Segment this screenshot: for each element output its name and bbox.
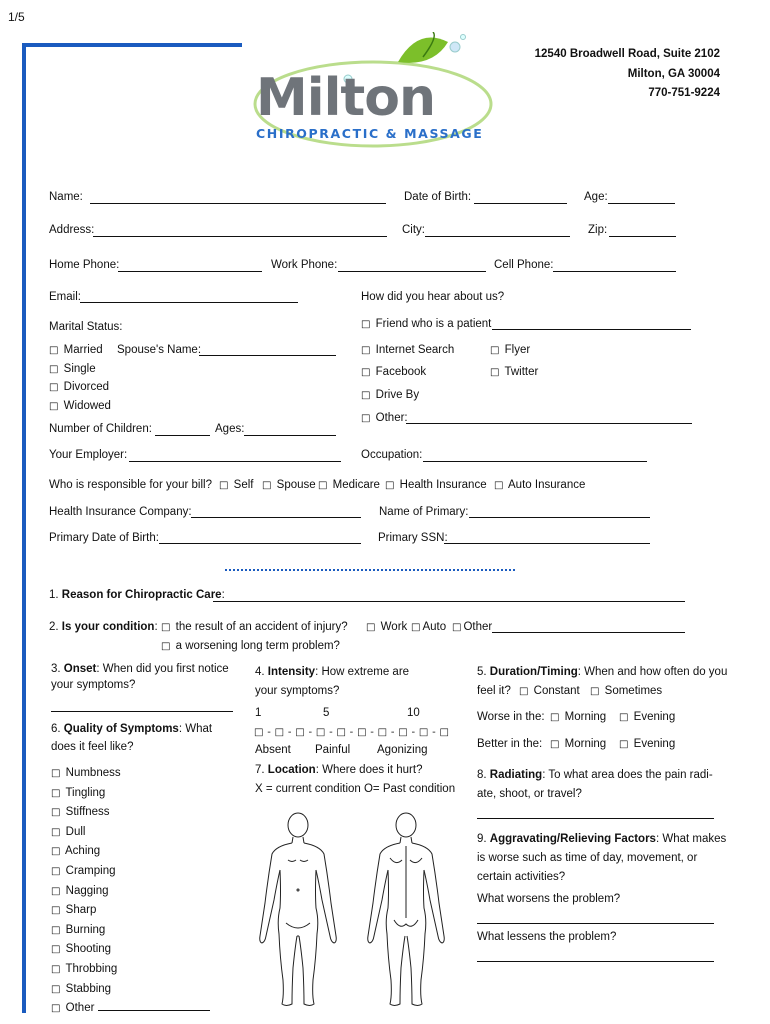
- checkbox-icon: □: [161, 622, 171, 633]
- q9: [477, 833, 726, 845]
- spouse-name-field[interactable]: [199, 355, 336, 356]
- checkbox-icon: □: [490, 367, 500, 378]
- quality-numbness[interactable]: [51, 764, 210, 784]
- q7-text: : Where does it hurt?: [315, 764, 423, 776]
- constant-label: Constant: [533, 685, 580, 697]
- single-label: Single: [63, 363, 96, 375]
- checkbox-icon: □: [361, 345, 371, 356]
- q1-number: 1.: [49, 589, 59, 601]
- auto-insurance-label: Auto Insurance: [508, 479, 586, 491]
- q5-label: Duration/Timing: [489, 666, 578, 678]
- referral-twitter-option[interactable]: [490, 366, 538, 378]
- better-morning-label: Morning: [564, 738, 607, 750]
- q8: [477, 769, 713, 781]
- checkbox-icon: □: [51, 905, 61, 917]
- quality-shooting[interactable]: [51, 940, 210, 960]
- spouse-label: Spouse: [276, 479, 316, 491]
- address-phone: 770-751-9224: [648, 87, 720, 99]
- frame-top-border: [22, 43, 242, 47]
- q7-number: 7.: [255, 764, 265, 776]
- q4-line2: your symptoms?: [255, 685, 340, 697]
- sometimes-label: Sometimes: [604, 685, 663, 697]
- quality-tingling[interactable]: [51, 784, 210, 804]
- referral-friend-label: Friend who is a patient: [375, 318, 492, 330]
- responsible-spouse-option[interactable]: [262, 479, 316, 491]
- aching-label: Aching: [65, 845, 101, 858]
- checkbox-icon: □: [51, 768, 61, 779]
- q3-number: 3.: [51, 663, 61, 675]
- q2-other-field[interactable]: [492, 632, 685, 633]
- q6-text: : What: [178, 723, 213, 735]
- primary-dob-field[interactable]: [159, 543, 361, 544]
- checkbox-icon: □: [550, 739, 560, 750]
- responsible-self-option[interactable]: [219, 479, 253, 491]
- checkbox-icon: □: [411, 622, 421, 633]
- checkbox-icon: □: [49, 364, 59, 375]
- work-label: Work: [380, 621, 408, 633]
- q1: 1. Reason for Chiropractic Care:: [49, 589, 225, 601]
- checkbox-icon: □: [51, 963, 61, 975]
- checkbox-icon: □: [49, 345, 59, 356]
- referral-friend-option[interactable]: [361, 318, 491, 330]
- checkbox-icon: □: [361, 367, 371, 378]
- address-line2: Milton, GA 30004: [627, 68, 720, 80]
- quality-other-field[interactable]: [98, 999, 210, 1011]
- responsible-auto-insurance-option[interactable]: [494, 479, 585, 491]
- q7-label: Location: [267, 764, 316, 776]
- scale-label-painful: Painful: [315, 744, 351, 756]
- checkbox-icon: □: [161, 641, 171, 652]
- body-diagram-back[interactable]: [360, 808, 452, 1014]
- scale-label-agonizing: Agonizing: [377, 744, 428, 756]
- q2-work-option[interactable]: [366, 621, 407, 633]
- q6-number: 6.: [51, 723, 61, 735]
- city-label: City:: [402, 224, 425, 236]
- q4-label: Intensity: [267, 666, 316, 678]
- name-field[interactable]: [90, 203, 386, 204]
- sharp-label: Sharp: [65, 904, 97, 917]
- insurance-company-label: Health Insurance Company:: [49, 506, 192, 518]
- age-label: Age:: [584, 191, 608, 203]
- insurance-company-field[interactable]: [191, 517, 361, 518]
- q9-line2: is worse such as time of day, movement, or: [477, 852, 698, 864]
- primary-ssn-field[interactable]: [444, 543, 650, 544]
- checkbox-icon: □: [262, 480, 272, 491]
- checkbox-icon: □: [49, 401, 59, 412]
- referral-other-label: Other:: [375, 412, 408, 424]
- quality-cramping[interactable]: [51, 862, 210, 882]
- q3: [51, 661, 241, 693]
- address-label: Address:: [49, 224, 95, 236]
- scale-number-5: 5: [323, 707, 330, 719]
- radiating-field[interactable]: [477, 818, 714, 819]
- q5-number: 5.: [477, 666, 487, 678]
- checkbox-icon: □: [619, 739, 629, 750]
- referral-friend-field[interactable]: [492, 329, 691, 330]
- q2-number: 2.: [49, 621, 59, 633]
- better-evening-label: Evening: [633, 738, 676, 750]
- checkbox-icon: □: [619, 712, 629, 723]
- responsible-question: Who is responsible for your bill?: [49, 479, 212, 491]
- scale-number-1: 1: [255, 707, 262, 719]
- home-phone-label: Home Phone:: [49, 259, 120, 271]
- q7: [255, 764, 422, 776]
- name-label: Name:: [49, 191, 83, 203]
- primary-dob-label: Primary Date of Birth:: [49, 532, 159, 544]
- checkbox-icon: □: [318, 480, 328, 491]
- responsible-medicare-option[interactable]: [318, 479, 380, 491]
- q5: [477, 666, 727, 678]
- children-label: Number of Children:: [49, 423, 152, 435]
- checkbox-icon: □: [51, 983, 61, 995]
- q2-accident-option[interactable]: [161, 621, 348, 633]
- page-number: 1/5: [8, 10, 25, 24]
- q8-text: : To what area does the pain radi-: [542, 769, 713, 781]
- cramping-label: Cramping: [65, 864, 116, 877]
- worsens-label: What worsens the problem?: [477, 893, 621, 905]
- internet-label: Internet Search: [375, 344, 455, 356]
- driveby-label: Drive By: [375, 389, 420, 401]
- checkbox-icon: □: [219, 480, 229, 491]
- checkbox-icon: □: [51, 807, 61, 819]
- q7-legend: X = current condition O= Past condition: [255, 783, 456, 795]
- age-field[interactable]: [608, 203, 675, 204]
- q2: 2. Is your condition:: [49, 621, 158, 633]
- flyer-label: Flyer: [504, 344, 531, 356]
- q9-line3: certain activities?: [477, 871, 566, 883]
- widowed-label: Widowed: [63, 400, 111, 412]
- dull-label: Dull: [65, 825, 86, 838]
- frame-left-border: [22, 43, 26, 1013]
- primary-name-field[interactable]: [469, 517, 650, 518]
- checkbox-icon: □: [51, 924, 61, 936]
- reason-field[interactable]: [213, 601, 685, 602]
- q6-line2: does it feel like?: [51, 741, 134, 753]
- quality-dull[interactable]: [51, 823, 210, 843]
- quality-stabbing[interactable]: [51, 980, 210, 1000]
- checkbox-icon: □: [494, 480, 504, 491]
- logo-tagline: CHIROPRACTIC & MASSAGE: [256, 126, 484, 141]
- quality-other[interactable]: [51, 999, 210, 1019]
- employer-label: Your Employer:: [49, 449, 128, 461]
- occupation-label: Occupation:: [361, 449, 423, 461]
- q8-label: Radiating: [489, 769, 543, 781]
- worsening-label: a worsening long term problem?: [175, 640, 340, 652]
- q9-label: Aggravating/Relieving Factors: [489, 833, 656, 845]
- q3-label: Onset: [63, 663, 97, 675]
- constant-option[interactable]: [519, 685, 580, 697]
- spouse-name-label: Spouse's Name:: [117, 344, 202, 356]
- q6-label: Quality of Symptoms: [63, 723, 179, 735]
- intensity-scale[interactable]: □ - □ - □ - □ - □ - □ - □ - □ - □ - □: [254, 727, 450, 738]
- better-in-label: Better in the:: [477, 738, 543, 750]
- shooting-label: Shooting: [65, 943, 112, 956]
- q5-line2: [477, 685, 511, 697]
- primary-name-label: Name of Primary:: [379, 506, 469, 518]
- quality-list: [51, 764, 210, 1019]
- checkbox-icon: □: [366, 622, 376, 633]
- referral-driveby-option[interactable]: [361, 389, 419, 401]
- better-evening-option[interactable]: [619, 738, 675, 750]
- checkbox-icon: □: [51, 846, 61, 858]
- quality-stiffness[interactable]: [51, 803, 210, 823]
- q2-worsening-option[interactable]: [161, 640, 340, 652]
- q2-other-label: Other: [463, 621, 493, 633]
- q9-number: 9.: [477, 833, 487, 845]
- referral-other-option[interactable]: [361, 412, 408, 424]
- checkbox-icon: □: [361, 413, 371, 424]
- checkbox-icon: □: [490, 345, 500, 356]
- q8-line2: ate, shoot, or travel?: [477, 788, 582, 800]
- medicare-label: Medicare: [332, 479, 380, 491]
- worse-evening-option[interactable]: [619, 711, 675, 723]
- better-morning-option[interactable]: [550, 738, 606, 750]
- sometimes-option[interactable]: [590, 685, 662, 697]
- q4-number: 4.: [255, 666, 265, 678]
- scale-number-10: 10: [407, 707, 420, 719]
- checkbox-icon: □: [361, 319, 371, 330]
- checkbox-icon: □: [590, 686, 600, 697]
- referral-other-field[interactable]: [406, 423, 692, 424]
- responsible-health-insurance-option[interactable]: [385, 479, 487, 491]
- q5-text: : When and how often do you: [577, 666, 728, 678]
- marital-status-label: Marital Status:: [49, 321, 123, 333]
- worsens-field[interactable]: [477, 923, 714, 924]
- self-label: Self: [233, 479, 254, 491]
- work-phone-field[interactable]: [338, 271, 486, 272]
- accident-label: the result of an accident of injury?: [175, 621, 348, 633]
- children-field[interactable]: [155, 435, 210, 436]
- zip-label: Zip:: [588, 224, 608, 236]
- married-label: Married: [63, 344, 103, 356]
- burning-label: Burning: [65, 923, 106, 936]
- checkbox-icon: □: [385, 480, 395, 491]
- referral-internet-option[interactable]: [361, 344, 454, 356]
- dob-field[interactable]: [474, 203, 567, 204]
- referral-facebook-option[interactable]: [361, 366, 426, 378]
- cell-phone-label: Cell Phone:: [494, 259, 554, 271]
- checkbox-icon: □: [51, 787, 61, 799]
- employer-field[interactable]: [129, 461, 341, 462]
- checkbox-icon: □: [51, 885, 61, 897]
- occupation-field[interactable]: [423, 461, 647, 462]
- facebook-label: Facebook: [375, 366, 427, 378]
- checkbox-icon: □: [51, 1003, 61, 1015]
- scale-label-absent: Absent: [255, 744, 291, 756]
- ages-field[interactable]: [244, 435, 336, 436]
- checkbox-icon: □: [550, 712, 560, 723]
- marital-married-option[interactable]: [49, 344, 103, 356]
- auto-label: Auto: [422, 621, 447, 633]
- ages-label: Ages:: [215, 423, 245, 435]
- address-line1: 12540 Broadwell Road, Suite 2102: [534, 48, 720, 60]
- quality-sharp[interactable]: [51, 901, 210, 921]
- work-phone-label: Work Phone:: [271, 259, 338, 271]
- twitter-label: Twitter: [504, 366, 539, 378]
- stabbing-label: Stabbing: [65, 982, 112, 995]
- quality-nagging[interactable]: [51, 882, 210, 902]
- checkbox-icon: □: [519, 686, 529, 697]
- address-field[interactable]: [93, 236, 387, 237]
- q2-other-option[interactable]: [452, 621, 492, 633]
- q1-label: Reason for Chiropractic Care: [61, 589, 222, 601]
- divorced-label: Divorced: [63, 381, 110, 393]
- q6: [51, 723, 212, 735]
- worse-evening-label: Evening: [633, 711, 676, 723]
- q2-label: Is your condition: [61, 621, 155, 633]
- q8-number: 8.: [477, 769, 487, 781]
- body-diagram-front[interactable]: [252, 808, 344, 1014]
- q9-text: : What makes: [655, 833, 727, 845]
- section-divider: [225, 569, 515, 571]
- worse-morning-option[interactable]: [550, 711, 606, 723]
- cell-phone-field[interactable]: [553, 271, 676, 272]
- onset-field[interactable]: [51, 711, 233, 712]
- numbness-label: Numbness: [65, 767, 121, 779]
- city-field[interactable]: [425, 236, 570, 237]
- q3-text: : When did you first notice your symptoms?: [51, 663, 229, 691]
- worse-morning-label: Morning: [564, 711, 607, 723]
- clinic-logo: [248, 32, 498, 157]
- throbbing-label: Throbbing: [65, 962, 118, 975]
- email-label: Email:: [49, 291, 81, 303]
- logo-name: Milton: [256, 68, 435, 128]
- quality-aching[interactable]: [51, 842, 210, 862]
- quality-burning[interactable]: [51, 921, 210, 941]
- marital-widowed-option[interactable]: [49, 400, 111, 412]
- q2-auto-option[interactable]: [411, 621, 446, 633]
- stiffness-label: Stiffness: [65, 806, 110, 819]
- lessens-label: What lessens the problem?: [477, 931, 617, 943]
- quality-other-label: Other: [65, 1002, 95, 1015]
- checkbox-icon: □: [51, 944, 61, 956]
- quality-throbbing[interactable]: [51, 960, 210, 980]
- nagging-label: Nagging: [65, 884, 109, 897]
- checkbox-icon: □: [51, 865, 61, 877]
- zip-field[interactable]: [609, 236, 676, 237]
- checkbox-icon: □: [361, 390, 371, 401]
- primary-ssn-label: Primary SSN:: [378, 532, 448, 544]
- referral-flyer-option[interactable]: [490, 344, 530, 356]
- marital-single-option[interactable]: [49, 363, 96, 375]
- lessens-field[interactable]: [477, 961, 714, 962]
- q4-text: : How extreme are: [315, 666, 410, 678]
- q5-feel-label: feel it?: [477, 685, 511, 697]
- q4: [255, 666, 409, 678]
- dob-label: Date of Birth:: [404, 191, 472, 203]
- referral-question: How did you hear about us?: [361, 291, 505, 303]
- home-phone-field[interactable]: [118, 271, 262, 272]
- checkbox-icon: □: [452, 622, 462, 633]
- worse-in-label: Worse in the:: [477, 711, 545, 723]
- email-field[interactable]: [80, 302, 298, 303]
- tingling-label: Tingling: [65, 786, 106, 799]
- checkbox-icon: □: [49, 382, 59, 393]
- health-insurance-label: Health Insurance: [399, 479, 487, 491]
- marital-divorced-option[interactable]: [49, 381, 109, 393]
- checkbox-icon: □: [51, 826, 61, 838]
